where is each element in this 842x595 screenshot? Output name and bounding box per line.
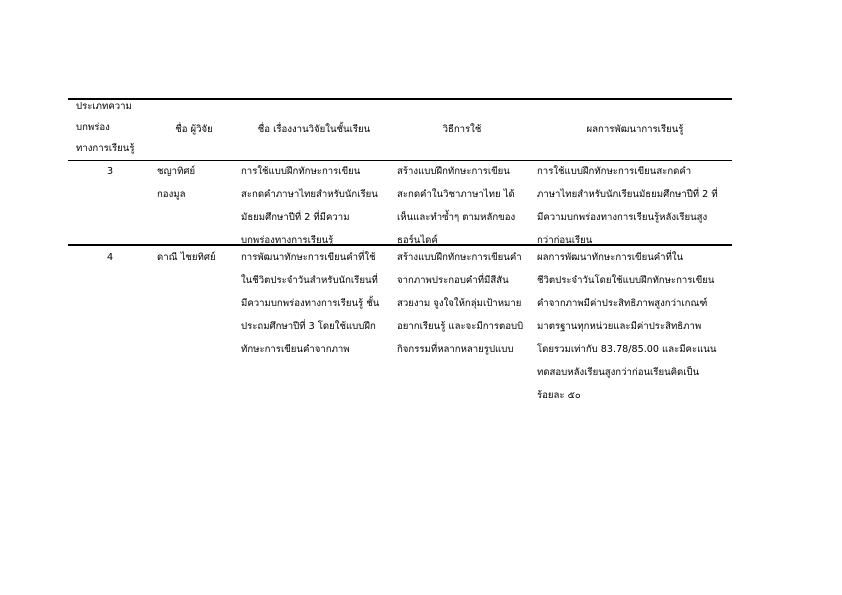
row1-author (157, 160, 195, 206)
result-line: ร้อยละ ๕๐ (537, 390, 581, 401)
method-line: ธอร์นไดค์ (397, 235, 438, 246)
header-title: ชื่อ เรื่องงานวิจัยในชั้นเรียน (257, 124, 371, 135)
row1-method (397, 160, 515, 252)
row2-method (397, 246, 523, 361)
title-line: การใช้แบบฝึกทักษะการเขียน (241, 166, 361, 177)
header-author: ชื่อ ผู้วิจัย (175, 124, 213, 135)
result-line: ชีวิตประจำวันโดยใช้แบบฝึกทักษะการเขียน (537, 275, 715, 286)
table-top-rule (68, 98, 732, 100)
title-line: ในชีวิตประจำวันสำหรับนักเรียนที่ (241, 275, 378, 286)
result-line: การใช้แบบฝึกทักษะการเขียนสะกดคำ (537, 166, 692, 177)
header-type-line: ทางการเรียนรู้ (76, 143, 135, 154)
title-line: บกพร่องทางการเรียนรู้ (241, 235, 334, 246)
method-line: สะกดคำในวิชาภาษาไทย ได้ (397, 189, 515, 200)
result-line: คำจากภาพมีค่าประสิทธิภาพสูงกว่าเกณฑ์ (537, 298, 708, 309)
row2-author (157, 246, 216, 269)
result-line: มาตรฐานทุกหน่วยและมีค่าประสิทธิภาพ (537, 321, 702, 332)
title-line: มัธยมศึกษาปีที่ 2 ที่มีความ (241, 212, 350, 223)
title-line: สะกดคำภาษาไทยสำหรับนักเรียน (241, 189, 378, 200)
row2-title (241, 246, 379, 361)
method-line: สร้างแบบฝึกทักษะการเขียน (397, 166, 510, 177)
result-line: ภาษาไทยสำหรับนักเรียนมัธยมศึกษาปีที่ 2 ที่ (537, 189, 718, 200)
result-line: ทดสอบหลังเรียนสูงกว่าก่อนเรียนคิดเป็น (537, 367, 700, 378)
row2-type: 4 (106, 252, 114, 263)
method-line: อยากเรียนรู้ และจะมีการตอบบิ (397, 321, 524, 332)
row2-result (537, 246, 716, 407)
row1-type: 3 (106, 166, 114, 177)
title-line: การพัฒนาทักษะการเขียนคำที่ใช้ (241, 252, 376, 263)
method-line: สร้างแบบฝึกทักษะการเขียนคำ (397, 252, 522, 263)
method-line: สวยงาม จูงใจให้กลุ่มเป้าหมาย (397, 298, 522, 309)
title-line: มีความบกพร่องทางการเรียนรู้ ชั้น (241, 298, 380, 309)
header-type-line: ประเภทความ (76, 101, 132, 112)
result-line: กว่าก่อนเรียน (537, 235, 593, 246)
method-line: กิจกรรมที่หลากหลายรูปแบบ (397, 344, 514, 355)
title-line: ทักษะการเขียนคำจากภาพ (241, 344, 350, 355)
row1-result (537, 160, 718, 252)
method-line: จากภาพประกอบคำที่มีสีสัน (397, 275, 509, 286)
row1-title (241, 160, 378, 252)
header-method: วิธีการใช้ (442, 124, 482, 135)
author-line: กองมูล (157, 189, 186, 200)
header-result: ผลการพัฒนาการเรียนรู้ (586, 124, 684, 135)
title-line: ประถมศึกษาปีที่ 3 โดยใช้แบบฝึก (241, 321, 376, 332)
author-line: ชญาทิศย์ (157, 166, 196, 177)
header-type-line: บกพร่อง (76, 122, 110, 133)
author-line: ดาณี ไชยทิศย์ (157, 252, 216, 263)
result-line: โดยรวมเท่ากับ 83.78/85.00 และมีคะแนน (537, 344, 717, 355)
header-type (76, 96, 146, 159)
result-line: มีความบกพร่องทางการเรียนรู้หลังเรียนสูง (537, 212, 708, 223)
result-line: ผลการพัฒนาทักษะการเขียนคำที่ใน (537, 252, 684, 263)
method-line: เห็นและทำซ้ำๆ ตามหลักของ (397, 212, 516, 223)
